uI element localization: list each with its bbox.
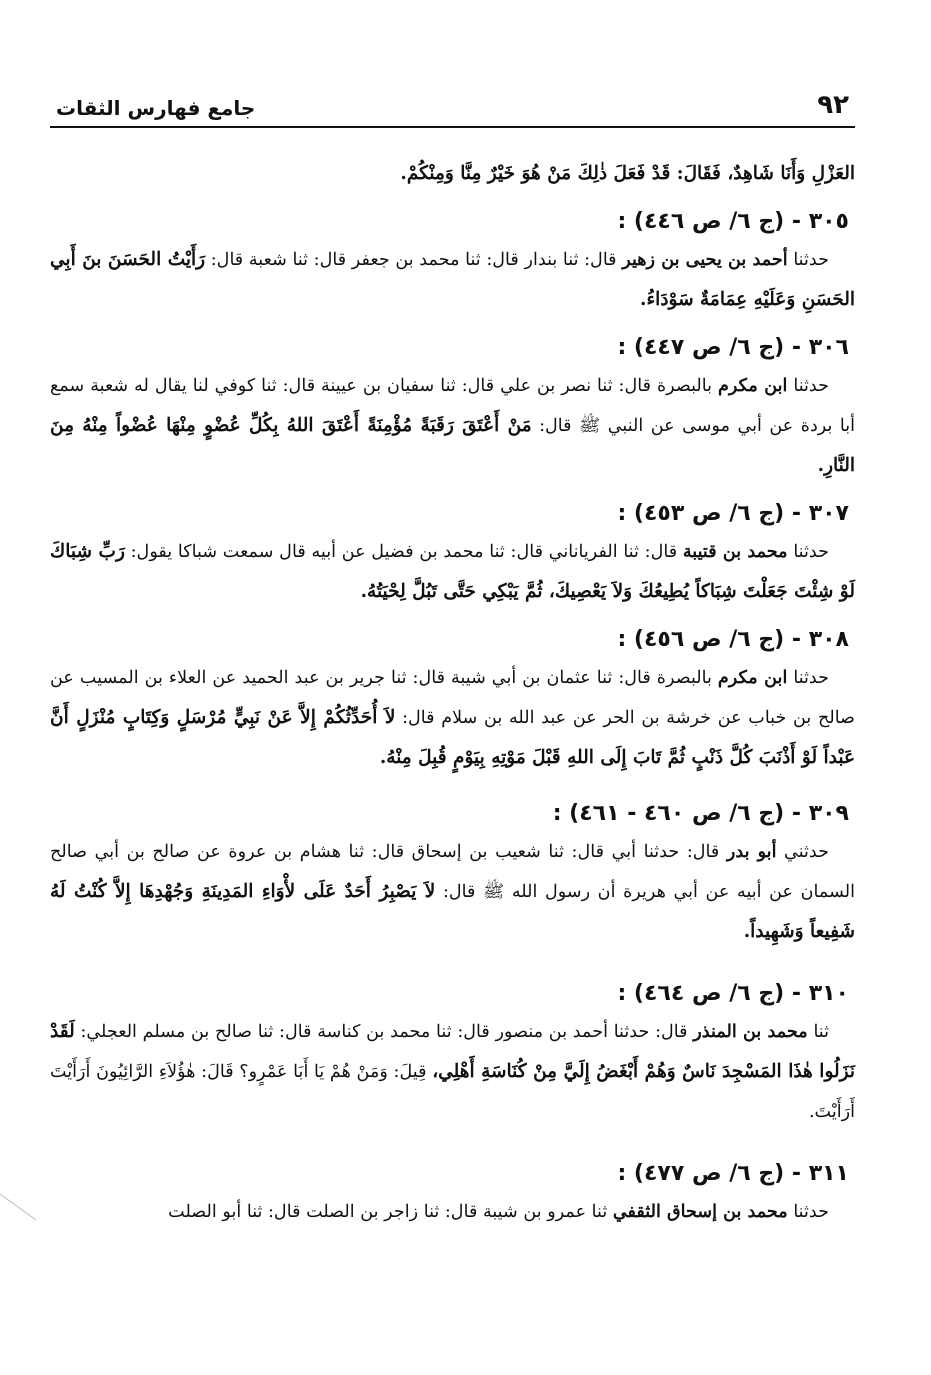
entry-heading: ٣١١ - (ج ٦/ ص ٤٧٧) : xyxy=(617,1161,849,1186)
document-page xyxy=(50,70,855,1232)
intro-word: حدثنا xyxy=(793,376,830,396)
intro-word: حدثنا xyxy=(793,1202,829,1222)
entry-text xyxy=(50,1012,855,1132)
entry-text xyxy=(50,240,855,320)
entry-text xyxy=(50,658,855,778)
isnad-chain: بالبصرة قال: ثنا عثمان بن أبي شيبة قال: ثنا جرير بن عبد الحميد عن العلاء بن المسيب عن صالح بن خباب عن خرشة بن الحر عن عبد الله بن سلام قال: xyxy=(50,668,855,728)
isnad-chain: ثنا عمرو بن شيبة قال: ثنا زاجر بن الصلت قال: ثنا أبو الصلت xyxy=(168,1202,608,1222)
narrator-name: ابن مكرم xyxy=(718,375,788,396)
entry-305 xyxy=(50,204,855,320)
entry-text xyxy=(50,832,855,952)
entry-310 xyxy=(50,976,855,1132)
intro-word: حدثنا xyxy=(793,668,830,688)
page-header xyxy=(50,70,855,128)
entry-308 xyxy=(50,622,855,778)
isnad-chain: قال: حدثنا أبي قال: ثنا شعيب بن إسحاق قال: ثنا هشام بن عروة عن صالح بن أبي صالح السمان عن أبيه عن أبي هريرة أن رسول الله ﷺ قال: xyxy=(50,842,856,902)
entry-311 xyxy=(50,1156,855,1232)
narrator-name: محمد بن قتيبة xyxy=(682,541,788,562)
entry-text xyxy=(50,366,855,486)
narrator-name: ابن مكرم xyxy=(717,667,788,688)
continued-text: العَزْلِ وَأَنَا شَاهِدٌ، فَقَالَ: قَدْ فَعَلَ ذٰلِكَ مَنْ هُوَ خَيْرٌ مِنَّا وَمِنْكُمْ. xyxy=(400,163,855,184)
intro-word: ثنا xyxy=(813,1022,830,1042)
narrator-name: محمد بن المنذر xyxy=(693,1021,808,1042)
matn-quote: لاَ أُحَدِّثُكُمْ إِلاَّ عَنْ نَبِيٍّ مُرْسَلٍ وَكِتَابٍ مُنْزَلٍ أَنَّ عَبْداً لَوْ أَذْنَبَ كُلَّ ذَنْبٍ ثُمَّ تَابَ إِلَى اللهِ قَبْلَ مَوْتِهِ بِيَوْمٍ قُبِلَ مِنْهُ. xyxy=(50,707,855,768)
scan-fold-mark xyxy=(0,1190,40,1230)
entry-heading: ٣٠٩ - (ج ٦/ ص ٤٦٠ - ٤٦١) : xyxy=(552,801,849,826)
entry-heading: ٣٠٨ - (ج ٦/ ص ٤٥٦) : xyxy=(617,627,849,652)
narrator-name: أبو بدر xyxy=(726,841,777,862)
entry-heading: ٣٠٥ - (ج ٦/ ص ٤٤٦) : xyxy=(617,209,849,234)
isnad-chain: بالبصرة قال: ثنا نصر بن علي قال: ثنا سفيان بن عيينة قال: ثنا كوفي لنا يقال له شعبة سمع أبا بردة عن أبي موسى عن النبي ﷺ قال: xyxy=(50,376,856,436)
entry-heading: ٣١٠ - (ج ٦/ ص ٤٦٤) : xyxy=(617,981,849,1006)
intro-word: حدثنا xyxy=(793,250,829,270)
matn-quote: لاَ يَصْبِرُ أَحَدٌ عَلَى لأْوَاءِ المَدِينَةِ وَجُهْدِهَا إِلاَّ كُنْتُ لَهُ شَفِيعاً وَشَهِيداً. xyxy=(50,881,855,942)
page-number: ٩٢ xyxy=(817,90,849,120)
isnad-chain: قال: ثنا بندار قال: ثنا محمد بن جعفر قال: ثنا شعبة قال: xyxy=(210,250,617,270)
entry-309 xyxy=(50,796,855,952)
intro-word: حدثني xyxy=(784,842,830,862)
matn-tail: قِيلَ: وَمَنْ هُمْ يَا أَبَا عَمْرٍو؟ قَالَ: هٰؤُلاَءِ الرَّائِيُونَ أَرَأَيْتَ أَرَأَيْتَ. xyxy=(50,1062,855,1122)
matn-quote: رَبِّ شِبَاكَ لَوْ شِئْتَ جَعَلْتَ شِبَاكاً يُطِيعُكَ وَلاَ يَعْصِيكَ، ثُمَّ يَبْكِي حَتَّى تَبُلَّ لِحْيَتُهُ. xyxy=(50,541,855,602)
entry-text xyxy=(50,532,855,612)
narrator-name: محمد بن إسحاق الثقفي xyxy=(612,1201,788,1222)
isnad-chain: قال: حدثنا أحمد بن منصور قال: ثنا محمد بن كناسة قال: ثنا صالح بن مسلم العجلي: xyxy=(80,1022,688,1042)
isnad-chain: قال: ثنا الفرياناني قال: ثنا محمد بن فضيل عن أبيه قال سمعت شباكا يقول: xyxy=(130,542,678,562)
entry-text xyxy=(50,1192,855,1232)
entry-heading: ٣٠٦ - (ج ٦/ ص ٤٤٧) : xyxy=(617,335,849,360)
entry-heading: ٣٠٧ - (ج ٦/ ص ٤٥٣) : xyxy=(617,501,849,526)
matn-quote: لَقَدْ نَزَلُوا هٰذَا المَسْجِدَ نَاسٌ وَهُمْ أَبْغَضُ إِلَيَّ مِنْ كُنَاسَةِ أَهْلِي، xyxy=(50,1021,856,1082)
matn-quote: مَنْ أَعْتَقَ رَقَبَةً مُؤْمِنَةً أَعْتَقَ اللهُ بِكُلِّ عُضْوٍ مِنْهَا عُضْواً مِنْهُ مِنَ النَّارِ. xyxy=(50,415,855,476)
running-title: جامع فهارس الثقات xyxy=(56,96,256,120)
page-content xyxy=(50,128,855,1232)
intro-word: حدثنا xyxy=(793,542,829,562)
narrator-name: أحمد بن يحيى بن زهير xyxy=(622,249,788,270)
matn-quote: رَأَيْتُ الحَسَنَ بنَ أَبِي الحَسَنِ وَعَلَيْهِ عِمَامَةٌ سَوْدَاءُ. xyxy=(50,249,855,310)
entry-306 xyxy=(50,330,855,486)
entry-307 xyxy=(50,496,855,612)
